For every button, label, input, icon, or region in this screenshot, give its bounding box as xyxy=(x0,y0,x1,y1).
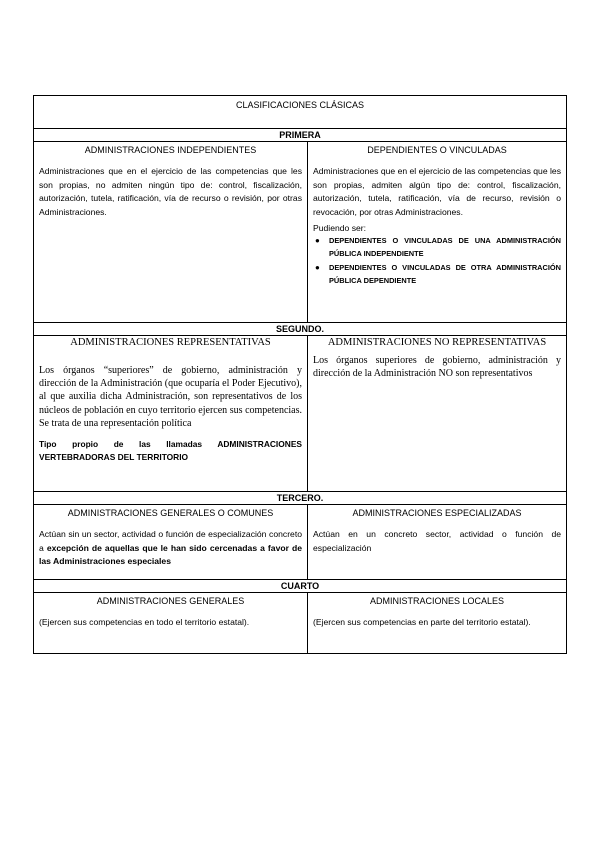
section-segundo-label: SEGUNDO. xyxy=(34,323,567,336)
segundo-right-header: ADMINISTRACIONES NO REPRESENTATIVAS xyxy=(327,337,547,348)
segundo-right-text: Los órganos superiores de gobierno, administración y dirección de la Administración NO son representativos xyxy=(313,355,562,380)
segundo-left-text: Los órganos “superiores” de gobierno, administración y dirección de la Administración (que ocuparía el Poder Ejecutivo), al que auxilia dicha Administración, son representativos de los núcleos de población en cuyo territorio ejercen sus competencias. Se trata de una representación política xyxy=(39,365,302,429)
dependency-list xyxy=(313,234,561,288)
primera-right-intro: Pudiendo ser: xyxy=(313,223,367,233)
tercero-left-text xyxy=(39,528,302,569)
tercero-left-header: ADMINISTRACIONES GENERALES O COMUNES xyxy=(67,508,274,518)
primera-right-header: DEPENDIENTES O VINCULADAS xyxy=(367,145,507,155)
section-tercero-label: TERCERO. xyxy=(34,492,567,505)
tercero-left-text-bold: excepción de aquellas que le han sido cercenadas a favor de las Administraciones especiales xyxy=(39,542,303,566)
classification-table xyxy=(33,95,567,654)
primera-left-header: ADMINISTRACIONES INDEPENDIENTES xyxy=(84,145,257,155)
table-title: CLASIFICACIONES CLÁSICAS xyxy=(34,96,567,129)
tercero-right-text: Actúan en un concreto sector, actividad o función de especialización xyxy=(313,529,562,553)
primera-right-text: Administraciones que en el ejercicio de las competencias que les son propias, admiten algún tipo de: control, fiscalización, autorización, tutela, ratificación, vía de recurso, revisión o revocación, por otras Administraciones. xyxy=(313,166,562,217)
tercero-left-cell xyxy=(34,505,308,580)
list-item-text: DEPENDIENTES O VINCULADAS DE OTRA ADMINISTRACIÓN PÚBLICA DEPENDIENTE xyxy=(329,262,562,286)
segundo-right-cell xyxy=(308,336,567,492)
cuarto-left-text: (Ejercen sus competencias en todo el territorio estatal). xyxy=(39,617,250,627)
primera-left-text: Administraciones que en el ejercicio de las competencias que les son propias, no admiten ningún tipo de: control, fiscalización, autorización, tutela, ratificación, vía de recurso o revisión, por otras Administraciones. xyxy=(39,166,302,217)
segundo-left-note: Tipo propio de las llamadas ADMINISTRACIONES VERTEBRADORAS DEL TERRITORIO xyxy=(39,439,302,463)
cuarto-right-text: (Ejercen sus competencias en parte del territorio estatal). xyxy=(313,617,531,627)
tercero-right-header: ADMINISTRACIONES ESPECIALIZADAS xyxy=(352,508,522,518)
tercero-right-cell xyxy=(308,505,567,580)
primera-right-cell xyxy=(308,142,567,323)
bullet-icon: ● xyxy=(315,262,320,272)
cuarto-right-cell xyxy=(308,593,567,654)
list-item-text: DEPENDIENTES O VINCULADAS DE UNA ADMINISTRACIÓN PÚBLICA INDEPENDIENTE xyxy=(329,236,562,259)
list-item xyxy=(315,234,562,261)
tercero-left-text-plain: Actúan sin un sector, actividad o función de especialización concreto a xyxy=(39,529,302,553)
bullet-icon: ● xyxy=(315,236,320,245)
segundo-left-cell xyxy=(34,336,308,492)
segundo-left-header: ADMINISTRACIONES REPRESENTATIVAS xyxy=(70,337,271,348)
cuarto-right-header: ADMINISTRACIONES LOCALES xyxy=(369,596,505,606)
cuarto-left-header: ADMINISTRACIONES GENERALES xyxy=(96,596,245,606)
primera-left-cell xyxy=(34,142,308,323)
section-primera-label: PRIMERA xyxy=(34,129,567,142)
cuarto-left-cell xyxy=(34,593,308,654)
section-cuarto-label: CUARTO xyxy=(34,580,567,593)
list-item xyxy=(315,261,562,288)
